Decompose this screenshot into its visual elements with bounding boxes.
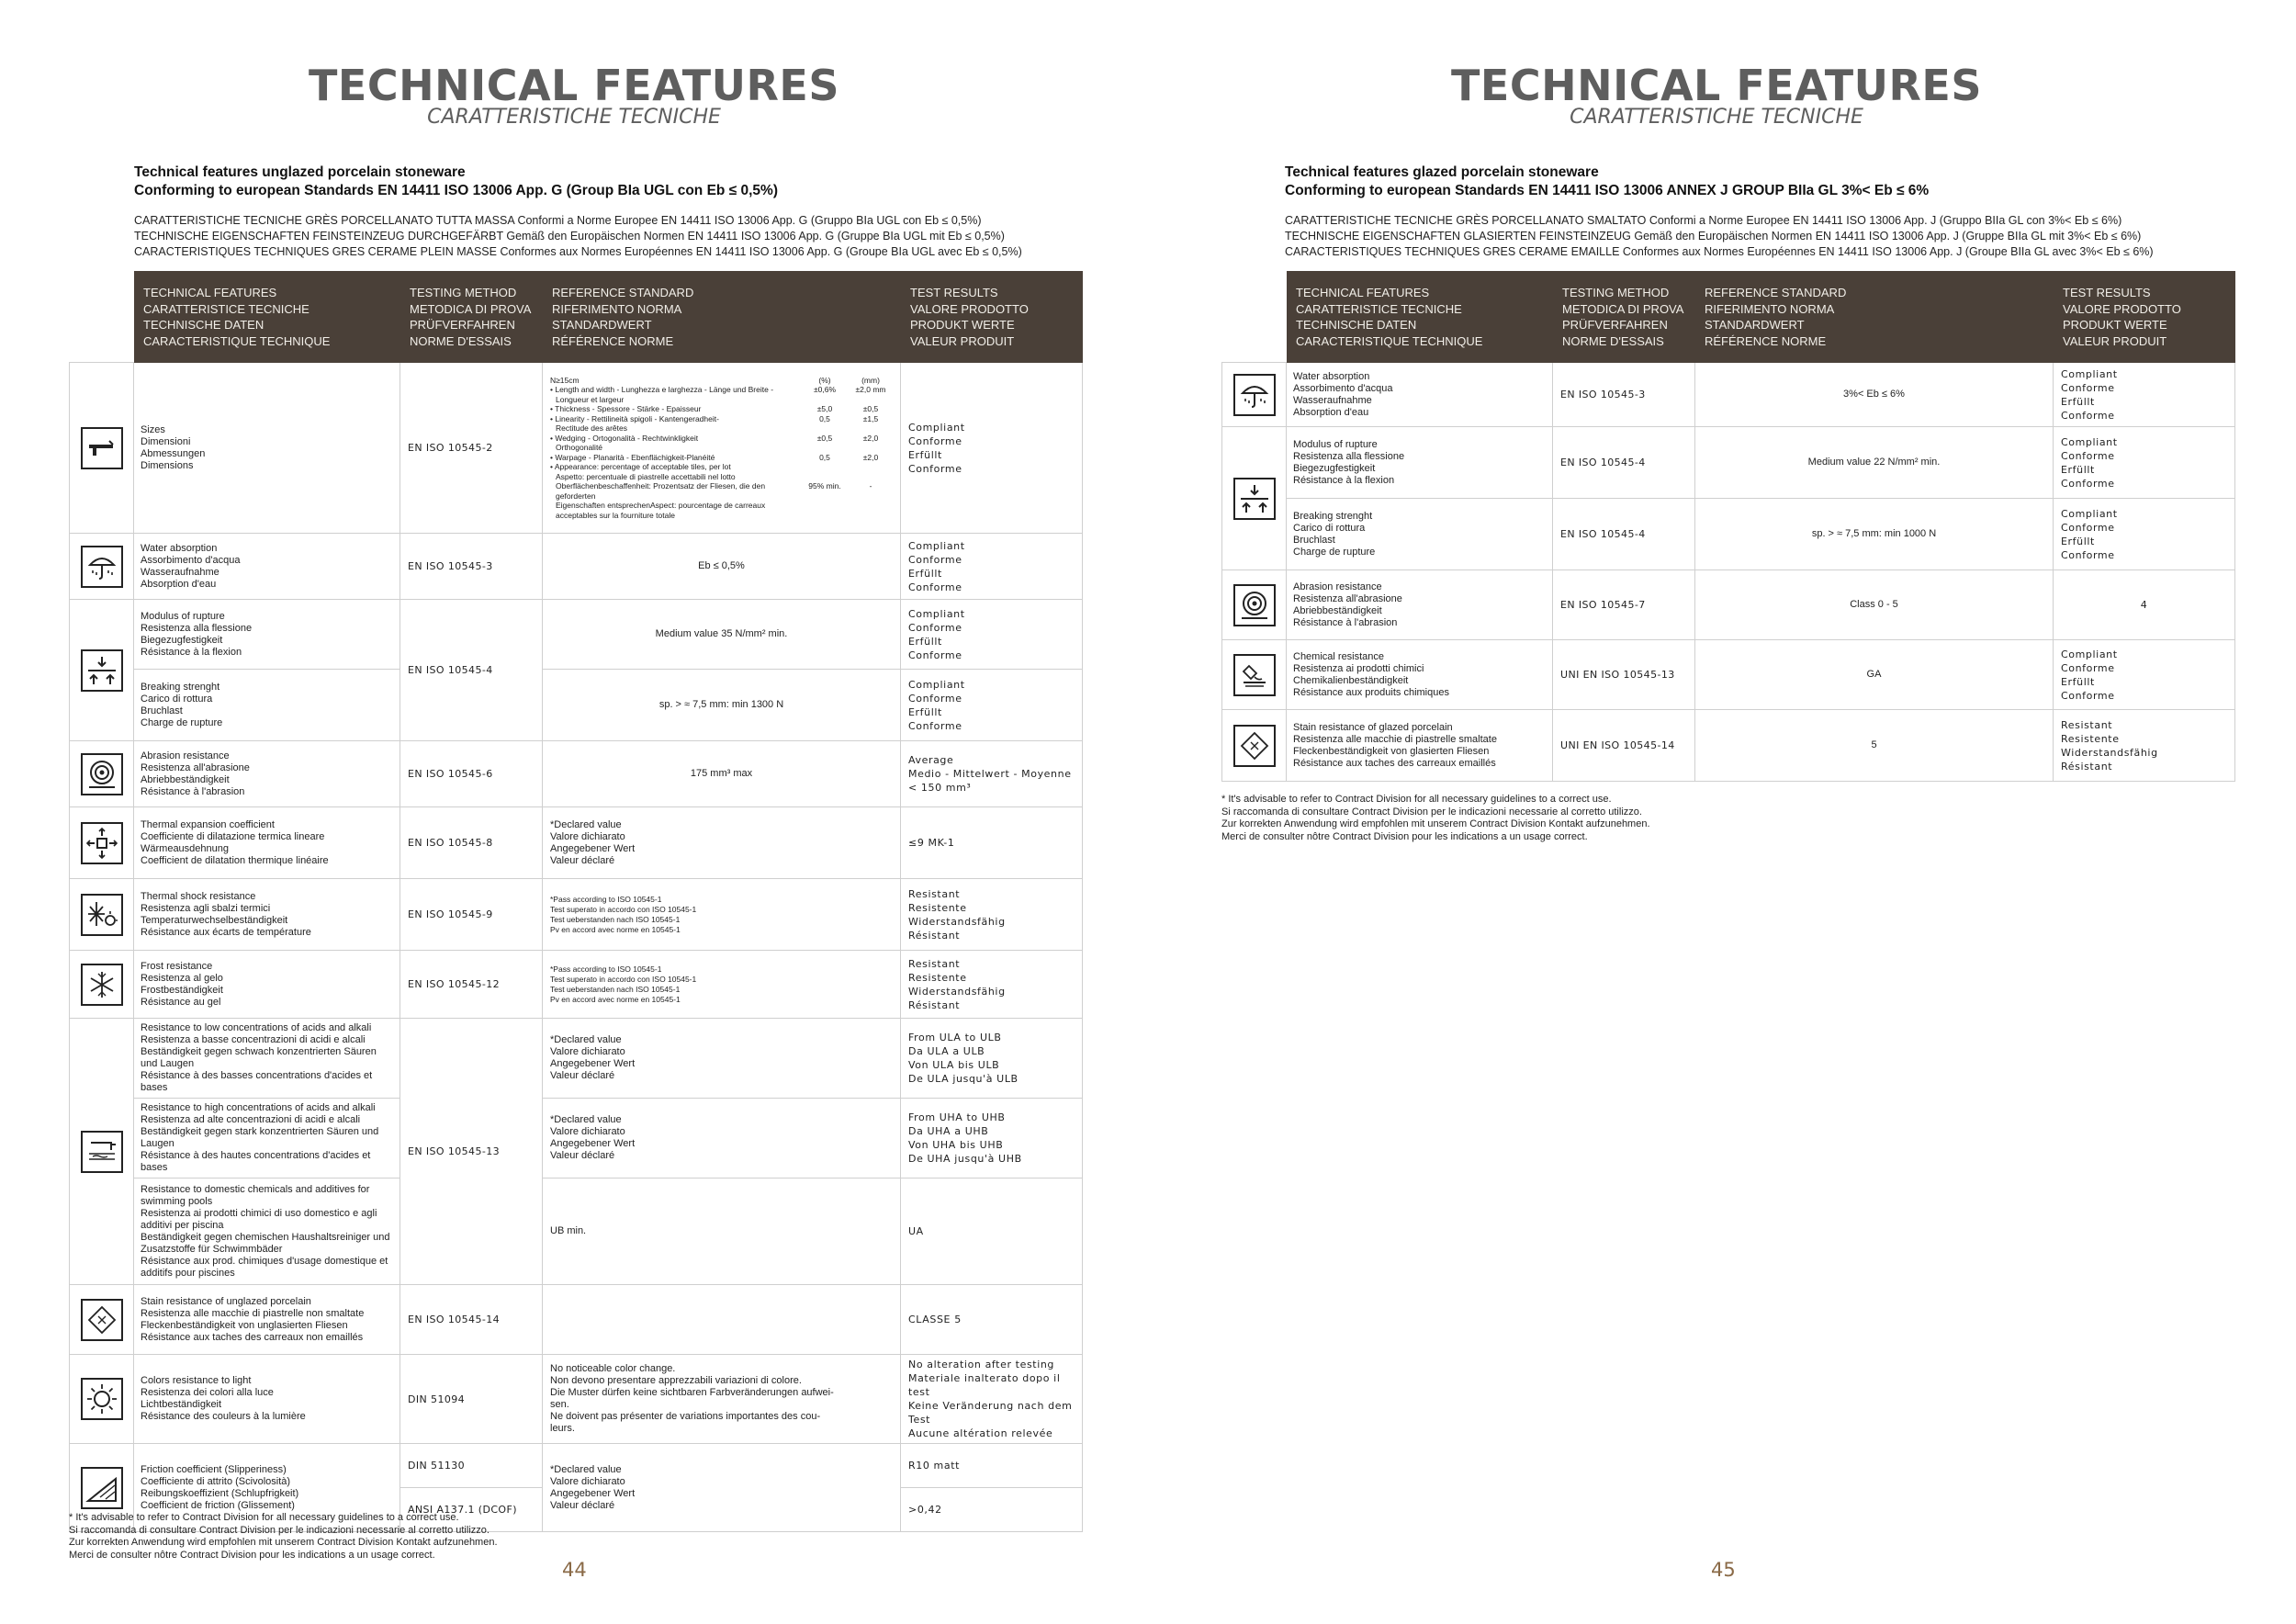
table-row (1222, 499, 2235, 570)
reference-standard: GA (1695, 640, 2054, 710)
testing-method: EN ISO 10545-13 (400, 1019, 543, 1285)
page-number: 44 (562, 1559, 587, 1581)
testing-method: UNI EN ISO 10545-14 (1553, 710, 1695, 782)
test-result: R10 matt (901, 1444, 1083, 1488)
thermal-shock-icon (81, 894, 123, 936)
intro-sub-line: TECHNISCHE EIGENSCHAFTEN FEINSTEINZEUG DURCHGEFÄRBT Gemäß den Europäischen Normen EN 14411 ISO 13006 App. G (Gruppe BIa UGL mit Eb ≤ 0,5%) (134, 230, 1005, 242)
reference-standard: Medium value 22 N/mm² min. (1695, 427, 2054, 499)
reference-standard: Class 0 - 5 (1695, 570, 2054, 640)
feature-name: Colors resistance to light Resistenza dei colori alla luce Lichtbeständigkeit Résistance des couleurs à la lumière (141, 1375, 306, 1422)
stain-diamond-icon (81, 1299, 123, 1341)
table-row (1222, 363, 2235, 427)
reference-standard: UB min. (543, 1179, 901, 1285)
testing-method: DIN 51130 (400, 1444, 543, 1488)
reference-standard: Eb ≤ 0,5% (543, 534, 901, 600)
test-result: From ULA to ULB Da ULA a ULB Von ULA bis ULB De ULA jusqu'à ULB (901, 1019, 1083, 1099)
umbrella-water-icon (1233, 374, 1276, 416)
page-number: 45 (1711, 1559, 1736, 1581)
header-results: TEST RESULTS VALORE PRODOTTO PRODUKT WERTE VALEUR PRODUIT (2054, 272, 2235, 363)
thermal-expansion-icon (81, 822, 123, 864)
table-row (70, 1179, 1083, 1285)
feature-name: Sizes Dimensioni Abmessungen Dimensions (141, 423, 206, 471)
intro-line-1: Technical features unglazed porcelain stoneware (134, 164, 466, 180)
intro-line-2: Conforming to european Standards EN 14411 ISO 13006 App. G (Group BIa UGL con Eb ≤ 0,5%) (134, 183, 778, 198)
table-row (1222, 427, 2235, 499)
page-subtitle: CARATTERISTICHE TECNICHE (427, 106, 721, 129)
testing-method: EN ISO 10545-2 (400, 363, 543, 534)
testing-method: EN ISO 10545-14 (400, 1285, 543, 1355)
header-blank (1222, 272, 1287, 363)
testing-method: EN ISO 10545-9 (400, 879, 543, 951)
reference-standard: *Pass according to ISO 10545-1 Test superato in accordo con ISO 10545-1 Test ueberstanden nach ISO 10545-1 Pv en accord avec norme en 10545-1 (543, 951, 901, 1019)
intro-translations (134, 213, 1022, 260)
feature-name: Resistance to domestic chemicals and additives for swimming pools Resistenza ai prodotti chimici di uso domestico e agli additivi per piscina Beständigkeit gegen chemischen Haushaltsreiniger und Zusatzstoffe für Schwimmbäder Résistance aux prod. chimiques d'usage domestique et additifs pour piscines (141, 1183, 390, 1279)
testing-method: EN ISO 10545-4 (400, 600, 543, 741)
reference-standard: *Declared value Valore dichiarato Angegebener Wert Valeur déclaré (543, 1444, 901, 1532)
feature-name: Resistance to low concentrations of acids and alkali Resistenza a basse concentrazioni di acidi e alcali Beständigkeit gegen schwach konzentrierten Säuren und Laugen Résistance à des basses concentrations d'acides et bases (141, 1022, 377, 1093)
feature-name: Stain resistance of glazed porcelain Resistenza alle macchie di piastrelle smaltate Fleckenbeständigkeit von glasierten Fliesen Résistance aux taches des carreaux emaillés (1293, 721, 1497, 769)
features-table-glazed (1221, 271, 2234, 782)
reference-standard: No noticeable color change. Non devono presentare apprezzabili variazioni di colore. Die Muster dürfen keine sichtbaren Farbveränderungen aufwei- sen. Ne doivent pas présenter de variations importantes des cou- leurs. (543, 1355, 901, 1444)
abrasion-disc-icon (81, 753, 123, 795)
feature-name: Friction coefficient (Slipperiness) Coefficiente di attrito (Scivolosità) Reibungskoeffizient (Schlupfrigkeit) Coefficient de friction (Glissement) (141, 1463, 299, 1511)
sun-light-icon (81, 1378, 123, 1420)
footnote: * It's advisable to refer to Contract Division for all necessary guidelines to a correct use. Si raccomanda di consultare Contract Division per le indicazioni necessarie al corretto utilizzo. Zur korrekten Anwendung wird empfohlen mit unserem Contract Division Kontakt aufzunehmen. Merci de consulter nôtre Contract Division pour les indications a un usage correct. (69, 1512, 498, 1561)
feature-name: Modulus of rupture Resistenza alla flessione Biegezugfestigkeit Résistance à la flexion (1293, 438, 1405, 486)
slope-friction-icon (81, 1467, 123, 1509)
feature-name: Chemical resistance Resistenza ai prodotti chimici Chemikalienbeständigkeit Résistance aux produits chimiques (1293, 650, 1449, 698)
reference-standard: *Declared value Valore dichiarato Angegebener Wert Valeur déclaré (543, 1099, 901, 1179)
header-reference: REFERENCE STANDARD RIFERIMENTO NORMA STANDARDWERT RÉFÉRENCE NORME (543, 272, 901, 363)
feature-name: Thermal expansion coefficient Coefficiente di dilatazione termica lineare Wärmeausdehnung Coefficient de dilatation thermique linéaire (141, 818, 329, 866)
reference-standard: N≥15cm (%) (mm) • Length and width - Lunghezza e larghezza - Länge und Breite - ±0,6% ±2,0 mm Longueur et largeur • Thickness - Spessore - Stärke - Epaisseur ±5,0 ±0,5 • Linearity - Rettilineità spigoli - Kantengeradheit- 0,5 ±1,5 Rectitude des arêtes • Wedging - Ortogonalità - Rechtwinkligkeit ±0,5 ±2,0 Orthogonalité • Warpage - Planarità - Ebenflächigkeit-Planéité 0,5 ±2,0 • Appearance: percentage of acceptable tiles, per lot Aspetto: percentuale di piastrelle accettabili nel lotto Oberflächenbeschaffenheit: Prozentsatz der Fliesen, die den geforderten 95% min. - Eigenschaften entsprechenAspect: pourcentage de carreaux acceptables sur la fourniture totale (543, 363, 901, 534)
table-row (1222, 640, 2235, 710)
table-row (70, 534, 1083, 600)
test-result: >0,42 (901, 1488, 1083, 1532)
intro-sub-line: CARACTERISTIQUES TECHNIQUES GRES CERAME EMAILLE Conformes aux Normes Européennes EN 14411 ISO 13006 App. J (Groupe BIIa GL avec 3%< Eb ≤ 6%) (1285, 245, 2154, 258)
test-result: Compliant Conforme Erfüllt Conforme (2054, 427, 2235, 499)
test-result: Compliant Conforme Erfüllt Conforme (901, 670, 1083, 741)
intro-sub-line: CARACTERISTIQUES TECHNIQUES GRES CERAME PLEIN MASSE Conformes aux Normes Européennes EN 14411 ISO 13006 App. G (Groupe BIa UGL avec Eb ≤ 0,5%) (134, 245, 1022, 258)
testing-method: EN ISO 10545-6 (400, 741, 543, 807)
test-result: Compliant Conforme Erfüllt Conforme (2054, 640, 2235, 710)
feature-name: Water absorption Assorbimento d'acqua Wasseraufnahme Absorption d'eau (1293, 370, 1393, 418)
header-features: TECHNICAL FEATURES CARATTERISTICE TECNICHE TECHNISCHE DATEN CARACTERISTIQUE TECHNIQUE (134, 272, 400, 363)
reference-standard: 175 mm³ max (543, 741, 901, 807)
table-row (70, 1019, 1083, 1099)
caliper-icon (81, 427, 123, 469)
header-method: TESTING METHOD METODICA DI PROVA PRÜFVERFAHREN NORME D'ESSAIS (400, 272, 543, 363)
umbrella-water-icon (81, 546, 123, 588)
page-45 (1148, 0, 2296, 1624)
rupture-arrows-icon (1233, 478, 1276, 520)
testing-method: EN ISO 10545-7 (1553, 570, 1695, 640)
table-row (70, 670, 1083, 741)
table-row (70, 879, 1083, 951)
table-row (70, 600, 1083, 670)
header-method: TESTING METHOD METODICA DI PROVA PRÜFVERFAHREN NORME D'ESSAIS (1553, 272, 1695, 363)
test-result: Compliant Conforme Erfüllt Conforme (901, 363, 1083, 534)
test-result: Resistant Resistente Widerstandsfähig Résistant (2054, 710, 2235, 782)
testing-method: ANSI A137.1 (DCOF) (400, 1488, 543, 1532)
footnote: * It's advisable to refer to Contract Division for all necessary guidelines to a correct use. Si raccomanda di consultare Contract Division per le indicazioni necessarie al corretto utilizzo. Zur korrekten Anwendung wird empfohlen mit unserem Contract Division Kontakt aufzunehmen. Merci de consulter nôtre Contract Division pour les indications a un usage correct. (1221, 794, 1650, 842)
reference-standard: sp. > ≈ 7,5 mm: min 1000 N (1695, 499, 2054, 570)
table-row (70, 1285, 1083, 1355)
chemical-flask-icon (81, 1131, 123, 1173)
test-result: UA (901, 1179, 1083, 1285)
testing-method: EN ISO 10545-8 (400, 807, 543, 879)
intro-sub-line: CARATTERISTICHE TECNICHE GRÈS PORCELLANATO SMALTATO Conformi a Norme Europee EN 14411 ISO 13006 App. J (Gruppo BIIa GL con 3%< Eb ≤ 6%) (1285, 214, 2122, 227)
intro-sub-line: TECHNISCHE EIGENSCHAFTEN GLASIERTEN FEINSTEINZEUG Gemäß den Europäischen Normen EN 14411 ISO 13006 App. J (Gruppe BIIa GL mit 3%< Eb ≤ 6%) (1285, 230, 2142, 242)
test-result: Resistant Resistente Widerstandsfähig Résistant (901, 951, 1083, 1019)
reference-standard: sp. > ≈ 7,5 mm: min 1300 N (543, 670, 901, 741)
intro-line-2: Conforming to european Standards EN 14411 ISO 13006 ANNEX J GROUP BIIa GL 3%< Eb ≤ 6% (1285, 183, 1930, 198)
test-result: CLASSE 5 (901, 1285, 1083, 1355)
feature-name: Breaking strenght Carico di rottura Bruchlast Charge de rupture (141, 681, 223, 728)
page-title: TECHNICAL FEATURES (1451, 61, 1982, 110)
table-row (70, 1099, 1083, 1179)
test-result: Average Medio - Mittelwert - Moyenne < 150 mm³ (901, 741, 1083, 807)
testing-method: EN ISO 10545-12 (400, 951, 543, 1019)
header-results: TEST RESULTS VALORE PRODOTTO PRODUKT WERTE VALEUR PRODUIT (901, 272, 1083, 363)
feature-name: Frost resistance Resistenza al gelo Frostbeständigkeit Résistance au gel (141, 960, 223, 1008)
intro-heading (1285, 164, 1929, 200)
features-table-unglazed (69, 271, 1082, 1532)
header-features: TECHNICAL FEATURES CARATTERISTICE TECNICHE TECHNISCHE DATEN CARACTERISTIQUE TECHNIQUE (1287, 272, 1553, 363)
table-row (70, 741, 1083, 807)
table-row (70, 363, 1083, 534)
testing-method: EN ISO 10545-3 (1553, 363, 1695, 427)
feature-name: Abrasion resistance Resistenza all'abrasione Abriebbeständigkeit Résistance à l'abrasion (1293, 581, 1402, 628)
testing-method: EN ISO 10545-4 (1553, 499, 1695, 570)
reference-standard: *Declared value Valore dichiarato Angegebener Wert Valeur déclaré (543, 807, 901, 879)
feature-name: Resistance to high concentrations of acids and alkali Resistenza ad alte concentrazioni di acidi e alcali Beständigkeit gegen stark konzentrierten Säuren und Laugen Résistance à des hautes concentrations d'acides et bases (141, 1102, 379, 1173)
feature-name: Stain resistance of unglazed porcelain Resistenza alle macchie di piastrelle non smaltate Fleckenbeständigkeit von unglasierten Fliesen Résistance aux taches des carreaux non emaillés (141, 1295, 365, 1343)
reference-standard: Medium value 35 N/mm² min. (543, 600, 901, 670)
intro-translations (1285, 213, 2154, 260)
testing-method: DIN 51094 (400, 1355, 543, 1444)
chemical-flask-icon (1233, 654, 1276, 696)
feature-name: Modulus of rupture Resistenza alla flessione Biegezugfestigkeit Résistance à la flexion (141, 610, 253, 658)
table-row (70, 951, 1083, 1019)
reference-standard: 3%< Eb ≤ 6% (1695, 363, 2054, 427)
header-blank (70, 272, 134, 363)
reference-standard: 5 (1695, 710, 2054, 782)
test-result: From UHA to UHB Da UHA a UHB Von UHA bis UHB De UHA jusqu'à UHB (901, 1099, 1083, 1179)
abrasion-disc-icon (1233, 584, 1276, 626)
testing-method: UNI EN ISO 10545-13 (1553, 640, 1695, 710)
rupture-arrows-icon (81, 649, 123, 692)
testing-method: EN ISO 10545-4 (1553, 427, 1695, 499)
test-result: Compliant Conforme Erfüllt Conforme (2054, 363, 2235, 427)
feature-name: Water absorption Assorbimento d'acqua Wasseraufnahme Absorption d'eau (141, 542, 241, 590)
test-result: Resistant Resistente Widerstandsfähig Résistant (901, 879, 1083, 951)
reference-standard: *Pass according to ISO 10545-1 Test superato in accordo con ISO 10545-1 Test ueberstanden nach ISO 10545-1 Pv en accord avec norme en 10545-1 (543, 879, 901, 951)
table-row (1222, 570, 2235, 640)
table-row (70, 1444, 1083, 1488)
page-title: TECHNICAL FEATURES (309, 61, 839, 110)
intro-sub-line: CARATTERISTICHE TECNICHE GRÈS PORCELLANATO TUTTA MASSA Conformi a Norme Europee EN 14411 ISO 13006 App. G (Gruppo BIa UGL con Eb ≤ 0,5%) (134, 214, 982, 227)
intro-heading (134, 164, 778, 200)
test-result: 4 (2054, 570, 2235, 640)
table-row (1222, 710, 2235, 782)
test-result: Compliant Conforme Erfüllt Conforme (2054, 499, 2235, 570)
test-result: Compliant Conforme Erfüllt Conforme (901, 534, 1083, 600)
table-row (70, 1355, 1083, 1444)
feature-name: Thermal shock resistance Resistenza agli sbalzi termici Temperaturwechselbeständigkeit Résistance aux écarts de température (141, 890, 311, 938)
reference-standard (543, 1285, 901, 1355)
intro-line-1: Technical features glazed porcelain stoneware (1285, 164, 1599, 180)
test-result: No alteration after testing Materiale inalterato dopo il test Keine Veränderung nach dem Test Aucune altération relevée (901, 1355, 1083, 1444)
table-row (70, 807, 1083, 879)
testing-method: EN ISO 10545-3 (400, 534, 543, 600)
snowflake-icon (81, 964, 123, 1006)
test-result: Compliant Conforme Erfüllt Conforme (901, 600, 1083, 670)
header-reference: REFERENCE STANDARD RIFERIMENTO NORMA STANDARDWERT RÉFÉRENCE NORME (1695, 272, 2054, 363)
reference-standard: *Declared value Valore dichiarato Angegebener Wert Valeur déclaré (543, 1019, 901, 1099)
feature-name: Breaking strenght Carico di rottura Bruchlast Charge de rupture (1293, 510, 1376, 558)
page-subtitle: CARATTERISTICHE TECNICHE (1570, 106, 1863, 129)
stain-diamond-icon (1233, 725, 1276, 767)
feature-name: Abrasion resistance Resistenza all'abrasione Abriebbeständigkeit Résistance à l'abrasion (141, 750, 250, 797)
test-result: ≤9 MK-1 (901, 807, 1083, 879)
